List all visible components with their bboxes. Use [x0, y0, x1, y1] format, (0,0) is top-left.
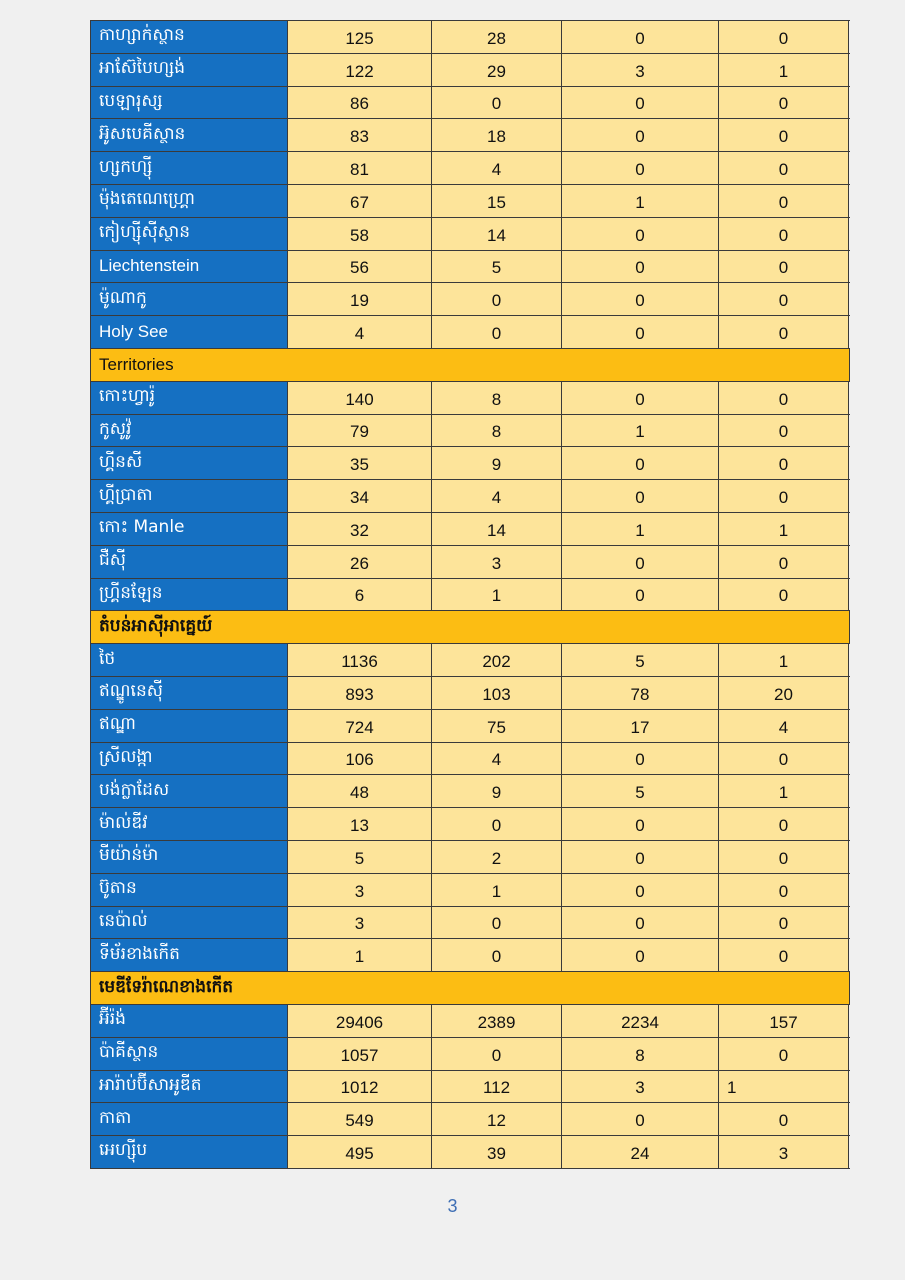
value-cell-2: 4: [432, 743, 562, 775]
value-cell-4: 0: [719, 1103, 849, 1135]
country-name-cell: ម៉ុងតេណេហ្គ្រោ: [91, 185, 288, 217]
country-name-cell: កោះហ្វារ៉ូ: [91, 382, 288, 414]
value-cell-2: 18: [432, 119, 562, 151]
table-row: [91, 874, 850, 907]
country-name-cell: ជឺស៊ី: [91, 546, 288, 578]
table-row: [91, 907, 850, 940]
value-cell-3: 0: [562, 808, 719, 840]
table-row: [91, 185, 850, 218]
value-cell-2: 28: [432, 21, 562, 53]
value-cell-4: 1: [719, 644, 849, 676]
country-name-cell: មីយ៉ាន់ម៉ា: [91, 841, 288, 873]
country-name-cell: បេឡារុស្ស: [91, 87, 288, 119]
value-cell-1: 5: [288, 841, 432, 873]
value-cell-1: 495: [288, 1136, 432, 1168]
value-cell-4: 0: [719, 743, 849, 775]
statistics-table: [90, 20, 850, 1169]
value-cell-3: 0: [562, 1103, 719, 1135]
value-cell-3: 0: [562, 841, 719, 873]
table-row: [91, 119, 850, 152]
value-cell-4: 0: [719, 579, 849, 611]
value-cell-1: 32: [288, 513, 432, 545]
section-header: តំបន់អាស៊ីអាគ្នេយ៍: [91, 611, 850, 643]
country-name-cell: អ៊ូសបេគីស្ថាន: [91, 119, 288, 151]
value-cell-2: 29: [432, 54, 562, 86]
country-name-cell: ថៃ: [91, 644, 288, 676]
value-cell-4: 1: [719, 513, 849, 545]
value-cell-2: 112: [432, 1071, 562, 1103]
value-cell-2: 0: [432, 1038, 562, 1070]
value-cell-3: 0: [562, 283, 719, 315]
value-cell-4: 0: [719, 939, 849, 971]
value-cell-4: 0: [719, 251, 849, 283]
country-name-cell: កាហ្សាក់ស្ថាន: [91, 21, 288, 53]
value-cell-2: 202: [432, 644, 562, 676]
value-cell-1: 13: [288, 808, 432, 840]
value-cell-3: 0: [562, 579, 719, 611]
section-header: Territories: [91, 349, 850, 381]
value-cell-4: 3: [719, 1136, 849, 1168]
value-cell-1: 19: [288, 283, 432, 315]
value-cell-2: 14: [432, 218, 562, 250]
value-cell-4: 0: [719, 283, 849, 315]
value-cell-4: 0: [719, 1038, 849, 1070]
country-name-cell: អេហ្ស៊ីប: [91, 1136, 288, 1168]
country-name-cell: កៀហ្ស៊ីស៊ីស្ថាន: [91, 218, 288, 250]
value-cell-4: 0: [719, 447, 849, 479]
table-row: [91, 775, 850, 808]
value-cell-1: 4: [288, 316, 432, 348]
value-cell-2: 8: [432, 382, 562, 414]
section-header-row: [91, 349, 850, 382]
table-row: [91, 1071, 850, 1104]
value-cell-2: 2389: [432, 1005, 562, 1037]
table-row: [91, 447, 850, 480]
country-name-cell: Liechtenstein: [91, 251, 288, 283]
table-row: [91, 283, 850, 316]
section-header: មេឌីទែរ៉ាណេខាងកើត: [91, 972, 850, 1004]
country-name-cell: ឥណ្ឌូនេស៊ី: [91, 677, 288, 709]
value-cell-1: 1012: [288, 1071, 432, 1103]
value-cell-3: 0: [562, 874, 719, 906]
value-cell-2: 0: [432, 907, 562, 939]
value-cell-4: 4: [719, 710, 849, 742]
table-row: [91, 382, 850, 415]
table-row: [91, 1103, 850, 1136]
section-header-row: [91, 972, 850, 1005]
value-cell-1: 1057: [288, 1038, 432, 1070]
value-cell-2: 2: [432, 841, 562, 873]
table-row: [91, 546, 850, 579]
table-row: [91, 939, 850, 972]
value-cell-2: 0: [432, 316, 562, 348]
value-cell-1: 140: [288, 382, 432, 414]
country-name-cell: ទីម័រខាងកើត: [91, 939, 288, 971]
value-cell-2: 9: [432, 447, 562, 479]
country-name-cell: ម៉ូណាកូ: [91, 283, 288, 315]
country-name-cell: កាតា: [91, 1103, 288, 1135]
table-row: [91, 152, 850, 185]
value-cell-4: 0: [719, 87, 849, 119]
table-row: [91, 251, 850, 284]
country-name-cell: បង់ក្លាដែស: [91, 775, 288, 807]
value-cell-3: 0: [562, 907, 719, 939]
value-cell-3: 1: [562, 513, 719, 545]
value-cell-4: 0: [719, 841, 849, 873]
table-row: [91, 644, 850, 677]
value-cell-2: 1: [432, 874, 562, 906]
country-name-cell: ហ្គីប្រាតា: [91, 480, 288, 512]
table-row: [91, 316, 850, 349]
value-cell-3: 2234: [562, 1005, 719, 1037]
value-cell-3: 0: [562, 382, 719, 414]
value-cell-3: 17: [562, 710, 719, 742]
value-cell-1: 81: [288, 152, 432, 184]
table-row: [91, 1005, 850, 1038]
country-name-cell: ប៉ាគីស្ថាន: [91, 1038, 288, 1070]
value-cell-1: 67: [288, 185, 432, 217]
section-header-row: [91, 611, 850, 644]
value-cell-3: 3: [562, 1071, 719, 1103]
value-cell-2: 39: [432, 1136, 562, 1168]
value-cell-1: 3: [288, 907, 432, 939]
value-cell-4: 0: [719, 21, 849, 53]
table-row: [91, 743, 850, 776]
table-row: [91, 710, 850, 743]
value-cell-2: 0: [432, 87, 562, 119]
value-cell-1: 3: [288, 874, 432, 906]
value-cell-4: 157: [719, 1005, 849, 1037]
table-row: [91, 21, 850, 54]
value-cell-2: 4: [432, 152, 562, 184]
value-cell-1: 125: [288, 21, 432, 53]
value-cell-3: 78: [562, 677, 719, 709]
value-cell-3: 0: [562, 119, 719, 151]
value-cell-4: 20: [719, 677, 849, 709]
value-cell-3: 1: [562, 415, 719, 447]
value-cell-4: 0: [719, 480, 849, 512]
value-cell-3: 0: [562, 218, 719, 250]
table-row: [91, 677, 850, 710]
country-name-cell: ឥណ្ឌា: [91, 710, 288, 742]
table-row: [91, 415, 850, 448]
value-cell-2: 12: [432, 1103, 562, 1135]
table-row: [91, 218, 850, 251]
value-cell-1: 56: [288, 251, 432, 283]
value-cell-1: 86: [288, 87, 432, 119]
country-name-cell: នេប៉ាល់: [91, 907, 288, 939]
table-row: [91, 841, 850, 874]
value-cell-1: 106: [288, 743, 432, 775]
value-cell-3: 5: [562, 775, 719, 807]
value-cell-2: 103: [432, 677, 562, 709]
country-name-cell: Holy See: [91, 316, 288, 348]
value-cell-3: 5: [562, 644, 719, 676]
value-cell-3: 0: [562, 21, 719, 53]
value-cell-3: 0: [562, 87, 719, 119]
value-cell-1: 26: [288, 546, 432, 578]
value-cell-4: 0: [719, 546, 849, 578]
value-cell-3: 0: [562, 480, 719, 512]
value-cell-2: 5: [432, 251, 562, 283]
value-cell-3: 0: [562, 316, 719, 348]
value-cell-4: 1: [719, 1071, 849, 1103]
value-cell-4: 1: [719, 775, 849, 807]
value-cell-2: 8: [432, 415, 562, 447]
value-cell-4: 0: [719, 119, 849, 151]
value-cell-1: 34: [288, 480, 432, 512]
value-cell-2: 1: [432, 579, 562, 611]
value-cell-1: 29406: [288, 1005, 432, 1037]
value-cell-4: 0: [719, 316, 849, 348]
value-cell-1: 893: [288, 677, 432, 709]
page-number: 3: [447, 1196, 458, 1216]
value-cell-2: 0: [432, 808, 562, 840]
value-cell-1: 35: [288, 447, 432, 479]
value-cell-1: 58: [288, 218, 432, 250]
value-cell-1: 79: [288, 415, 432, 447]
table-row: [91, 480, 850, 513]
value-cell-3: 1: [562, 185, 719, 217]
value-cell-4: 0: [719, 218, 849, 250]
value-cell-4: 0: [719, 152, 849, 184]
country-name-cell: ហ្សកហ្ស៊ី: [91, 152, 288, 184]
value-cell-2: 15: [432, 185, 562, 217]
country-name-cell: ហ្គីនសី: [91, 447, 288, 479]
value-cell-1: 48: [288, 775, 432, 807]
value-cell-2: 14: [432, 513, 562, 545]
table-row: [91, 1038, 850, 1071]
value-cell-2: 75: [432, 710, 562, 742]
value-cell-4: 0: [719, 185, 849, 217]
value-cell-2: 0: [432, 283, 562, 315]
value-cell-2: 4: [432, 480, 562, 512]
table-row: [91, 1136, 850, 1169]
value-cell-3: 8: [562, 1038, 719, 1070]
value-cell-3: 0: [562, 546, 719, 578]
value-cell-2: 9: [432, 775, 562, 807]
table-row: [91, 808, 850, 841]
value-cell-2: 0: [432, 939, 562, 971]
value-cell-4: 0: [719, 907, 849, 939]
country-name-cell: ប៊ូតាន: [91, 874, 288, 906]
value-cell-4: 0: [719, 808, 849, 840]
value-cell-3: 24: [562, 1136, 719, 1168]
value-cell-3: 3: [562, 54, 719, 86]
value-cell-4: 0: [719, 874, 849, 906]
value-cell-3: 0: [562, 152, 719, 184]
value-cell-4: 0: [719, 382, 849, 414]
value-cell-3: 0: [562, 939, 719, 971]
value-cell-3: 0: [562, 251, 719, 283]
value-cell-3: 0: [562, 743, 719, 775]
value-cell-1: 122: [288, 54, 432, 86]
value-cell-3: 0: [562, 447, 719, 479]
value-cell-1: 1136: [288, 644, 432, 676]
country-name-cell: កូសូវ៉ូ: [91, 415, 288, 447]
country-name-cell: ស្រីលង្កា: [91, 743, 288, 775]
table-row: [91, 579, 850, 612]
value-cell-4: 1: [719, 54, 849, 86]
value-cell-4: 0: [719, 415, 849, 447]
value-cell-1: 549: [288, 1103, 432, 1135]
value-cell-2: 3: [432, 546, 562, 578]
value-cell-1: 6: [288, 579, 432, 611]
table-row: [91, 87, 850, 120]
country-name-cell: អាស៊ែបៃហ្សង់: [91, 54, 288, 86]
country-name-cell: អ៊ីរ៉ង់: [91, 1005, 288, 1037]
country-name-cell: អារ៉ាប់ប៊ីសាអូឌីត: [91, 1071, 288, 1103]
country-name-cell: ម៉ាល់ឌីវ: [91, 808, 288, 840]
country-name-cell: ហ្គ្រីនឡែន: [91, 579, 288, 611]
table-row: [91, 513, 850, 546]
value-cell-1: 83: [288, 119, 432, 151]
table-row: [91, 54, 850, 87]
value-cell-1: 724: [288, 710, 432, 742]
country-name-cell: កោះ Manle: [91, 513, 288, 545]
value-cell-1: 1: [288, 939, 432, 971]
